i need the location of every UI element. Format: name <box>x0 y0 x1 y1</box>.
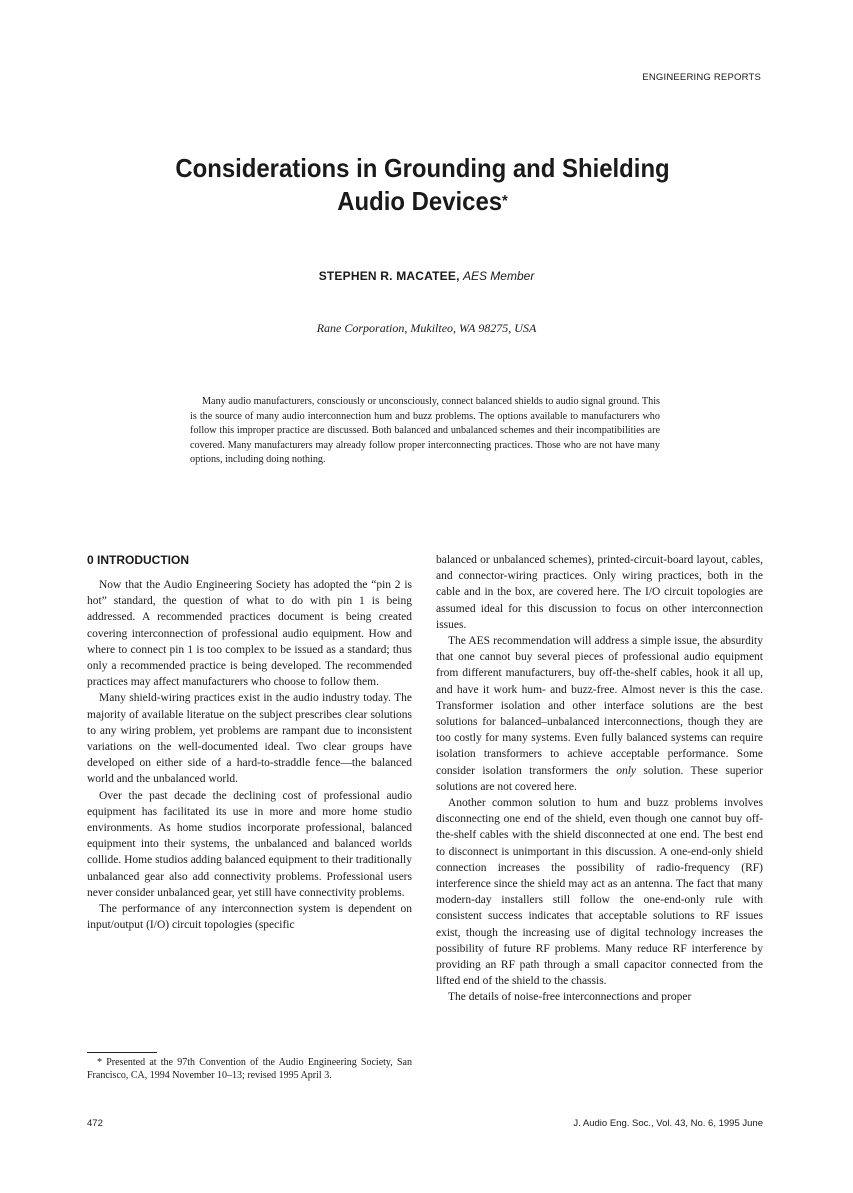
title-line-1: Considerations in Grounding and Shielding <box>175 153 670 183</box>
footnote: * Presented at the 97th Convention of the Audio Engineering Society, San Francisco, CA, 1994 November 10–13; revised 1995 April 3. <box>87 1057 412 1081</box>
title-line-2: Audio Devices <box>337 186 503 216</box>
paragraph: Another common solution to hum and buzz problems involves disconnecting one end of the shield, even though one cannot buy off-the-shelf cables with the shield disconnected at one end. The best end to disconnect is unimportant in this discussion. A one-end-only shield connection increases the possibility of radio-frequency (RF) interference since the shield may act as an antenna. The fact that many modern-day installers still follow the one-end-only rule with consistent success indicates that acceptable solutions to RF issues exist, though the increasing use of digital technology increases the possibility of future RF problems. Many reduce RF interference by providing an RF path through a small capacitor connected from the lifted end of the shield to the chassis. <box>436 797 763 988</box>
title-footnote-marker: * <box>502 193 508 210</box>
paragraph-text: The AES recommendation will address a simple issue, the absurdity that one cannot buy several pieces of professional audio equipment from different manufacturers, buy off-the-shelf cables, hook it all up, and have it work hum- and buzz-free. Almost never is this the case. Transformer isolation and other interface solutions are the best solutions for balanced–unbalanced interconnections, though they are too costly for many systems. Even fully balanced systems can require isolation transformers to achieve acceptable performance. Some consider isolation transformers the <box>436 635 763 777</box>
paragraph <box>436 633 763 795</box>
abstract: Many audio manufacturers, consciously or unconsciously, connect balanced shields to audio signal ground. This is the source of many audio interconnection hum and buzz problems. The options available to manufacturers who follow this improper practice are discussed. Both balanced and unbalanced schemes and their incompatibilities are covered. Many manufacturers may already follow proper interconnecting practices. Those who are not have many options, including doing nothing. <box>190 396 660 466</box>
emphasized-word: only <box>616 764 637 777</box>
running-head: ENGINEERING REPORTS <box>642 72 761 83</box>
paragraph: Now that the Audio Engineering Society has adopted the “pin 2 is hot” standard, the question of what to do with pin 1 is being addressed. A recommended practices document is being created covering interconnection of professional audio equipment. How and where to connect pin 1 is too complex to be issued as a standard; thus only a recommended practice is being developed. The recommended practices may affect manufacturers who choose to follow them. <box>87 579 412 689</box>
paragraph: Many shield-wiring practices exist in the audio industry today. The majority of available literatue on the subject prescribes clear solutions to any wiring problem, yet problems are rampant due to inconsistent variations on the well-documented ideal. Two clear groups have developed on either side of a hard-to-straddle fence—the balanced world and the unbalanced world. <box>87 692 412 786</box>
paragraph: The details of noise-free interconnections and proper <box>448 991 692 1004</box>
journal-citation: J. Audio Eng. Soc., Vol. 43, No. 6, 1995 June <box>573 1118 763 1129</box>
paragraph: Over the past decade the declining cost of professional audio equipment has facilitated its use in more and more home studio environments. As home studios incorporate professional, balanced equipment into their systems, the unbalanced and balanced worlds collide. Home studios adding balanced equipment to their traditionally unbalanced gear also add connectivity problems. Professional users never consider unbalanced gear, yet still have connectivity problems. <box>87 789 412 899</box>
author-membership: AES Member <box>462 269 535 283</box>
paragraph-text: solution. These superior solutions are not covered here. <box>436 764 764 793</box>
title-line-2-wrap <box>126 185 719 218</box>
paragraph-continuation: balanced or unbalanced schemes), printed-circuit-board layout, cables, and connector-wiring practices. Only wiring practices, both in the cable and in the box, are covered here. The I/O circuit topologies are assumed ideal for this discussion to focus on other interconnection issues. <box>436 554 763 631</box>
author-affiliation: Rane Corporation, Mukilteo, WA 98275, USA <box>316 321 537 335</box>
right-column <box>436 552 763 1006</box>
author-line <box>0 269 853 283</box>
section-heading: 0 INTRODUCTION <box>87 553 189 567</box>
left-column <box>87 552 412 933</box>
author-name: STEPHEN R. MACATEE, <box>318 269 460 283</box>
paper-title <box>126 152 719 218</box>
footnote-rule <box>87 1052 157 1053</box>
paragraph: The performance of any interconnection system is dependent on input/output (I/O) circuit topologies (specific <box>87 903 412 932</box>
page-number: 472 <box>87 1118 103 1129</box>
